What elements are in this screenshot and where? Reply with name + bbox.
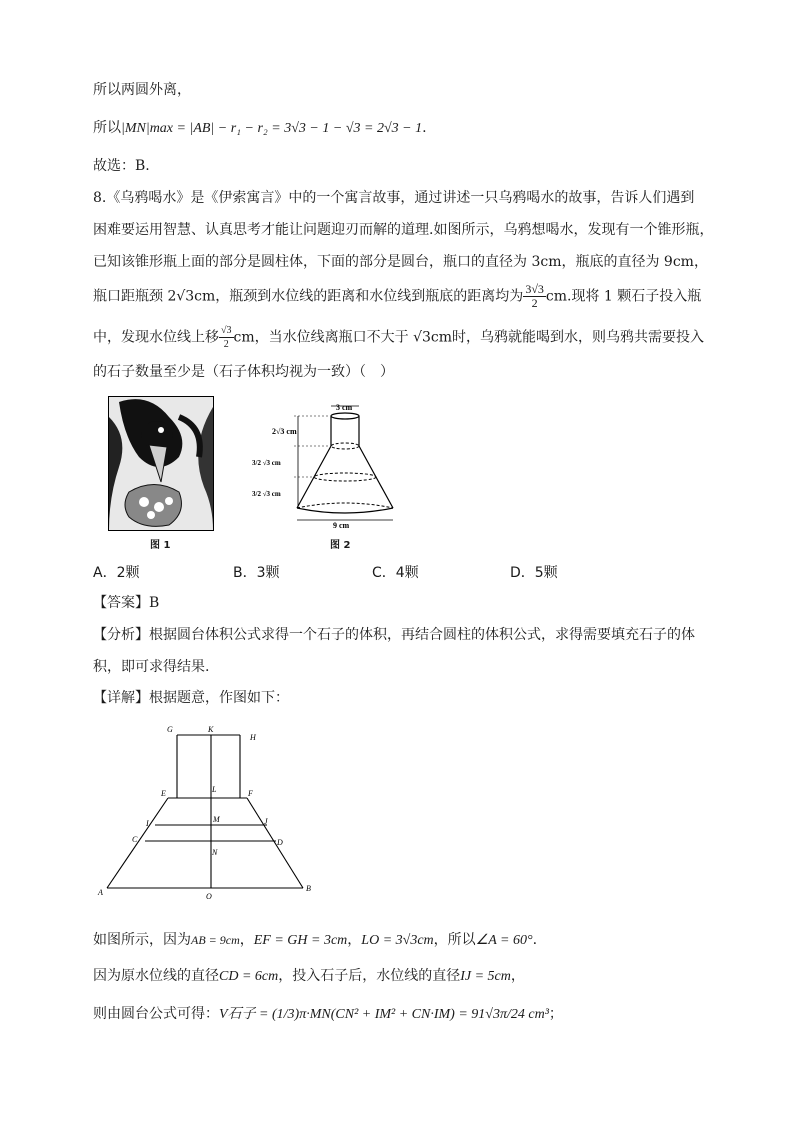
crow-image — [108, 396, 214, 531]
solution-line: 如图所示，因为AB = 9cm，EF = GH = 3cm，LO = 3√3cm，所以∠A = 60°. — [93, 932, 538, 948]
formula-mn-max: |MN|max = |AB| − r₁ − r₂ = 3√3 − 1 − √3 = 2√3 − 1 — [121, 121, 423, 136]
point-a: A — [98, 888, 103, 897]
point-f: F — [248, 789, 253, 798]
analysis-line: 积，即可求得结果. — [93, 659, 210, 675]
analysis-tag: 【分析】 — [93, 627, 149, 643]
figure2-caption: 图 2 — [330, 540, 351, 551]
point-l: L — [212, 785, 217, 794]
text-suffix: . — [422, 120, 427, 136]
answer-line — [93, 593, 159, 613]
point-i: I — [146, 819, 149, 828]
formula-ef-gh: EF = GH = 3cm — [253, 933, 348, 948]
bottle-diagram — [250, 400, 410, 530]
point-o: O — [206, 892, 212, 901]
point-c: C — [132, 835, 138, 844]
detail-text: 根据题意，作图如下： — [149, 690, 289, 706]
formula-angle-a: ∠A = 60° — [475, 933, 533, 948]
point-e: E — [161, 789, 166, 798]
fraction-denominator: 2 — [223, 339, 229, 350]
cross-section-diagram — [95, 718, 325, 903]
question-line: 8.《乌鸦喝水》是《伊索寓言》中的一个寓言故事，通过讲述一只乌鸦喝水的故事，告诉人们遇到 — [93, 190, 695, 206]
solution-text: 如图所示，因为 — [93, 932, 191, 948]
fraction — [523, 283, 546, 310]
formula-ij: IJ = 5cm — [460, 969, 511, 984]
point-n: N — [212, 848, 218, 857]
point-h: H — [250, 733, 256, 742]
option-b: B．3颗 — [233, 565, 280, 581]
solution-line — [93, 1004, 563, 1025]
bottom-diameter-label: 9 cm — [333, 521, 350, 530]
question-line — [93, 283, 701, 310]
analysis-line — [93, 625, 695, 645]
option-a: A．2颗 — [93, 565, 140, 581]
text-line: 所以两圆外离， — [93, 82, 191, 98]
question-text: cm.现将 1 颗石子投入瓶 — [545, 288, 702, 305]
fraction-numerator: √3 — [221, 325, 232, 336]
fraction — [219, 324, 234, 351]
question-line: 已知该锥形瓶上面的部分是圆柱体，下面的部分是圆台，瓶口的直径为 3cm，瓶底的直径为 9cm， — [93, 254, 708, 270]
answer-value: B — [149, 595, 160, 611]
solution-line: 因为原水位线的直径CD = 6cm，投入石子后，水位线的直径IJ = 5cm， — [93, 968, 525, 984]
question-line: 困难要运用智慧、认真思考才能让问题迎刃而解的道理.如图所示，乌鸦想喝水，发现有一个锥形瓶， — [93, 222, 714, 238]
question-line — [93, 324, 704, 351]
lower-frustum-label: 3/2 √3 cm — [252, 490, 281, 498]
crow-illustration — [109, 397, 213, 530]
analysis-text: 根据圆台体积公式求得一个石子的体积，再结合圆柱的体积公式，求得需要填充石子的体 — [149, 627, 695, 643]
solution-text: ，所以 — [433, 932, 476, 948]
neck-length-label: 2√3 cm — [272, 427, 297, 436]
question-line: 的石子数量至少是（石子体积均视为一致）（ ） — [93, 364, 394, 380]
fraction-numerator: 3√3 — [525, 282, 544, 296]
answer-tag: 【答案】 — [93, 595, 149, 611]
text-prefix: 所以 — [93, 120, 121, 136]
question-text: cm，当水位线离瓶口不大于 √3cm时，乌鸦就能喝到水，则乌鸦共需要投入 — [233, 329, 705, 346]
point-d: D — [277, 838, 283, 847]
detail-tag: 【详解】 — [93, 690, 149, 706]
fraction-denominator: 2 — [531, 296, 538, 310]
question-text: 瓶口距瓶颈 2√3cm，瓶颈到水位线的距离和水位线到瓶底的距离均为 — [93, 288, 524, 305]
formula-line — [93, 118, 427, 139]
point-j: J — [264, 817, 268, 826]
figure1-caption: 图 1 — [150, 540, 171, 551]
option-d: D．5颗 — [510, 565, 558, 581]
solution-text: 则由圆台公式可得： — [93, 1006, 219, 1022]
formula-volume: V石子 = (1/3)π·MN(CN² + IM² + CN·IM) = 91√3π/24 cm³ — [219, 1007, 549, 1022]
formula-ab: AB = 9cm — [191, 933, 240, 947]
solution-text: 因为原水位线的直径 — [93, 968, 219, 984]
point-m: M — [213, 815, 220, 824]
point-b: B — [306, 884, 311, 893]
formula-cd: CD = 6cm — [219, 969, 279, 984]
point-g: G — [167, 725, 173, 734]
solution-text: ，投入石子后，水位线的直径 — [278, 968, 461, 984]
question-text: 中，发现水位线上移 — [93, 329, 219, 346]
option-c: C．4颗 — [372, 565, 419, 581]
detail-line — [93, 688, 289, 708]
solution-text: ； — [548, 1006, 563, 1022]
upper-frustum-label: 3/2 √3 cm — [252, 459, 281, 467]
formula-lo: LO = 3√3cm — [361, 933, 434, 948]
text-line: 故选：B. — [93, 158, 150, 174]
top-diameter-label: 3 cm — [336, 403, 353, 412]
point-k: K — [208, 725, 214, 734]
